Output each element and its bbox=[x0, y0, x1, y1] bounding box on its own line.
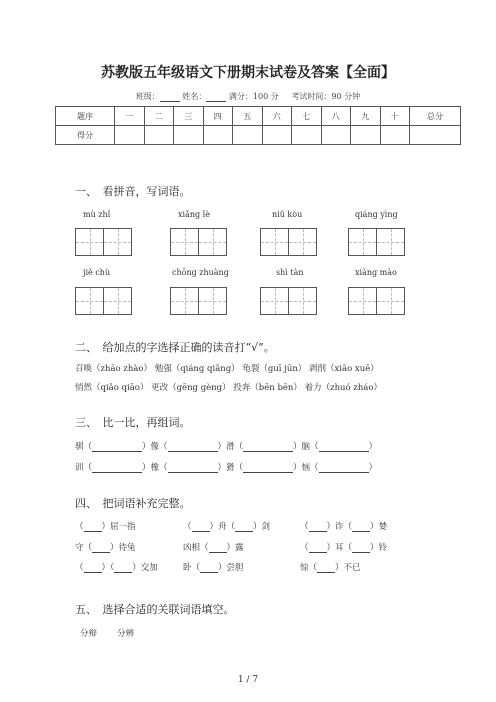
writing-grid[interactable] bbox=[348, 228, 405, 256]
answer-blank[interactable] bbox=[317, 564, 335, 573]
score-cell[interactable] bbox=[233, 126, 263, 145]
score-cell[interactable] bbox=[144, 126, 174, 145]
compare-text: ） bbox=[368, 463, 378, 473]
score-cell[interactable] bbox=[203, 126, 233, 145]
writing-grid[interactable] bbox=[260, 287, 317, 315]
answer-blank[interactable] bbox=[243, 443, 293, 452]
pronunciation-line bbox=[75, 381, 382, 393]
idiom-item: （ ）舟（ ）剑 bbox=[183, 522, 271, 532]
score-cell[interactable] bbox=[115, 126, 145, 145]
score-header-cell: 总分 bbox=[410, 107, 461, 126]
score-header-cell: 七 bbox=[292, 107, 322, 126]
score-row-label: 得分 bbox=[56, 126, 115, 145]
score-table-header-row bbox=[56, 107, 461, 126]
answer-blank[interactable] bbox=[84, 523, 102, 532]
compare-line bbox=[75, 440, 377, 452]
score-header-cell: 四 bbox=[203, 107, 233, 126]
answer-blank[interactable] bbox=[235, 523, 253, 532]
answer-blank[interactable] bbox=[92, 464, 142, 473]
score-header-cell: 三 bbox=[174, 107, 204, 126]
pinyin-label: xiǎng lè bbox=[178, 210, 210, 219]
pinyin-label: mù zhǐ bbox=[83, 210, 111, 219]
pinyin-label: niǔ kòu bbox=[272, 210, 303, 219]
pronunciation-option[interactable]: 剥削（xiāo xuē） bbox=[309, 364, 379, 374]
pinyin-label: jiě chù bbox=[83, 268, 111, 277]
answer-blank[interactable] bbox=[209, 544, 227, 553]
compare-text: ）像（ bbox=[142, 442, 168, 452]
score-header-cell: 十 bbox=[380, 107, 410, 126]
class-label: 班级： bbox=[135, 92, 160, 101]
page-title: 苏教版五年级语文下册期末试卷及答案【全面】 bbox=[101, 65, 395, 81]
writing-grid[interactable] bbox=[348, 287, 405, 315]
idiom-item: （ ）耳（ ）铃 bbox=[300, 543, 388, 553]
score-header-cell: 九 bbox=[351, 107, 381, 126]
compare-text: ）猾（ bbox=[217, 463, 244, 473]
score-table-score-row bbox=[56, 126, 461, 145]
answer-blank[interactable] bbox=[92, 544, 110, 553]
idiom-item: （ ）诈（ ）婪 bbox=[300, 522, 388, 532]
section3-heading: 三、 比一比，再组词。 bbox=[75, 416, 191, 429]
writing-grid[interactable] bbox=[75, 287, 132, 315]
pinyin-label: xiàng mào bbox=[355, 268, 397, 277]
word-choice: 分辨 bbox=[117, 629, 135, 639]
score-header-cell: 八 bbox=[321, 107, 351, 126]
score-cell[interactable] bbox=[321, 126, 351, 145]
answer-blank[interactable] bbox=[243, 464, 293, 473]
compare-text: ）橡（ bbox=[142, 463, 168, 473]
compare-text: ）滑（ bbox=[217, 442, 244, 452]
pronunciation-line bbox=[75, 362, 379, 374]
compare-text: 训（ bbox=[75, 463, 93, 473]
section1-heading: 一、 看拼音，写词语。 bbox=[75, 185, 191, 198]
pronunciation-option[interactable]: 更改（gēng gèng） bbox=[151, 383, 231, 393]
idiom-item: （ ）屈一指 bbox=[75, 522, 136, 532]
pronunciation-option[interactable]: 龟裂（guī jūn） bbox=[242, 364, 307, 374]
writing-grid[interactable] bbox=[75, 228, 132, 256]
idiom-item: 卧（ ）尝胆 bbox=[183, 563, 244, 573]
answer-blank[interactable] bbox=[168, 443, 218, 452]
name-blank[interactable] bbox=[206, 93, 226, 102]
idiom-item: （ ）（ ）交加 bbox=[75, 563, 158, 573]
score-header-cell: 一 bbox=[115, 107, 145, 126]
answer-blank[interactable] bbox=[92, 443, 142, 452]
page-number: 1 / 7 bbox=[237, 675, 259, 685]
answer-blank[interactable] bbox=[319, 443, 369, 452]
pronunciation-option[interactable]: 着力（zhuó zháo） bbox=[304, 383, 382, 393]
score-cell[interactable] bbox=[351, 126, 381, 145]
idiom-item: 惊（ ）不已 bbox=[300, 563, 361, 573]
compare-text: ） bbox=[368, 442, 378, 452]
score-cell[interactable] bbox=[262, 126, 292, 145]
compare-text: 驯（ bbox=[75, 442, 93, 452]
score-cell[interactable] bbox=[380, 126, 410, 145]
compare-text: ）恼（ bbox=[293, 463, 319, 473]
pinyin-label: shì tàn bbox=[276, 268, 304, 277]
answer-blank[interactable] bbox=[352, 544, 370, 553]
answer-blank[interactable] bbox=[84, 564, 102, 573]
idiom-item: 守（ ）待兔 bbox=[75, 543, 136, 553]
pinyin-label: chōng zhuàng bbox=[172, 268, 229, 277]
score-header-cell: 六 bbox=[262, 107, 292, 126]
writing-grid[interactable] bbox=[170, 228, 227, 256]
idiom-item: 凶相（ ）露 bbox=[183, 543, 244, 553]
score-header-cell: 五 bbox=[233, 107, 263, 126]
pronunciation-option[interactable]: 召唤（zhāo zhào） bbox=[75, 364, 152, 374]
score-cell[interactable] bbox=[292, 126, 322, 145]
pronunciation-option[interactable]: 勉强（qiáng qiǎng） bbox=[154, 364, 240, 374]
score-header-cell: 题序 bbox=[56, 107, 115, 126]
answer-blank[interactable] bbox=[352, 523, 370, 532]
answer-blank[interactable] bbox=[168, 464, 218, 473]
writing-grid[interactable] bbox=[170, 287, 227, 315]
writing-grid[interactable] bbox=[260, 228, 317, 256]
section4-heading: 四、 把词语补充完整。 bbox=[75, 497, 191, 510]
score-table bbox=[55, 106, 461, 145]
class-blank[interactable] bbox=[160, 93, 180, 102]
pronunciation-option[interactable]: 悄然（qiǎo qiāo） bbox=[75, 383, 149, 393]
name-label: 姓名： bbox=[182, 92, 207, 101]
pinyin-label: qiáng yìng bbox=[355, 210, 398, 219]
answer-blank[interactable] bbox=[200, 564, 218, 573]
score-header-cell: 二 bbox=[144, 107, 174, 126]
answer-blank[interactable] bbox=[192, 523, 210, 532]
answer-blank[interactable] bbox=[309, 523, 327, 532]
answer-blank[interactable] bbox=[309, 544, 327, 553]
section5-heading: 五、 选择合适的关联词语填空。 bbox=[75, 603, 235, 616]
word-choice: 分辩 bbox=[80, 629, 98, 639]
answer-blank[interactable] bbox=[319, 464, 369, 473]
score-cell[interactable] bbox=[410, 126, 461, 145]
pronunciation-option[interactable]: 投奔（bēn bēn） bbox=[233, 383, 302, 393]
exam-info bbox=[0, 91, 496, 102]
score-label: 满分：100 分 bbox=[228, 92, 279, 101]
time-label: 考试时间：90 分钟 bbox=[291, 92, 361, 101]
score-cell[interactable] bbox=[174, 126, 204, 145]
compare-line bbox=[75, 461, 377, 473]
answer-blank[interactable] bbox=[114, 564, 132, 573]
section2-heading: 二、 给加点的字选择正确的读音打“√”。 bbox=[75, 341, 275, 354]
compare-text: ）脑（ bbox=[293, 442, 319, 452]
